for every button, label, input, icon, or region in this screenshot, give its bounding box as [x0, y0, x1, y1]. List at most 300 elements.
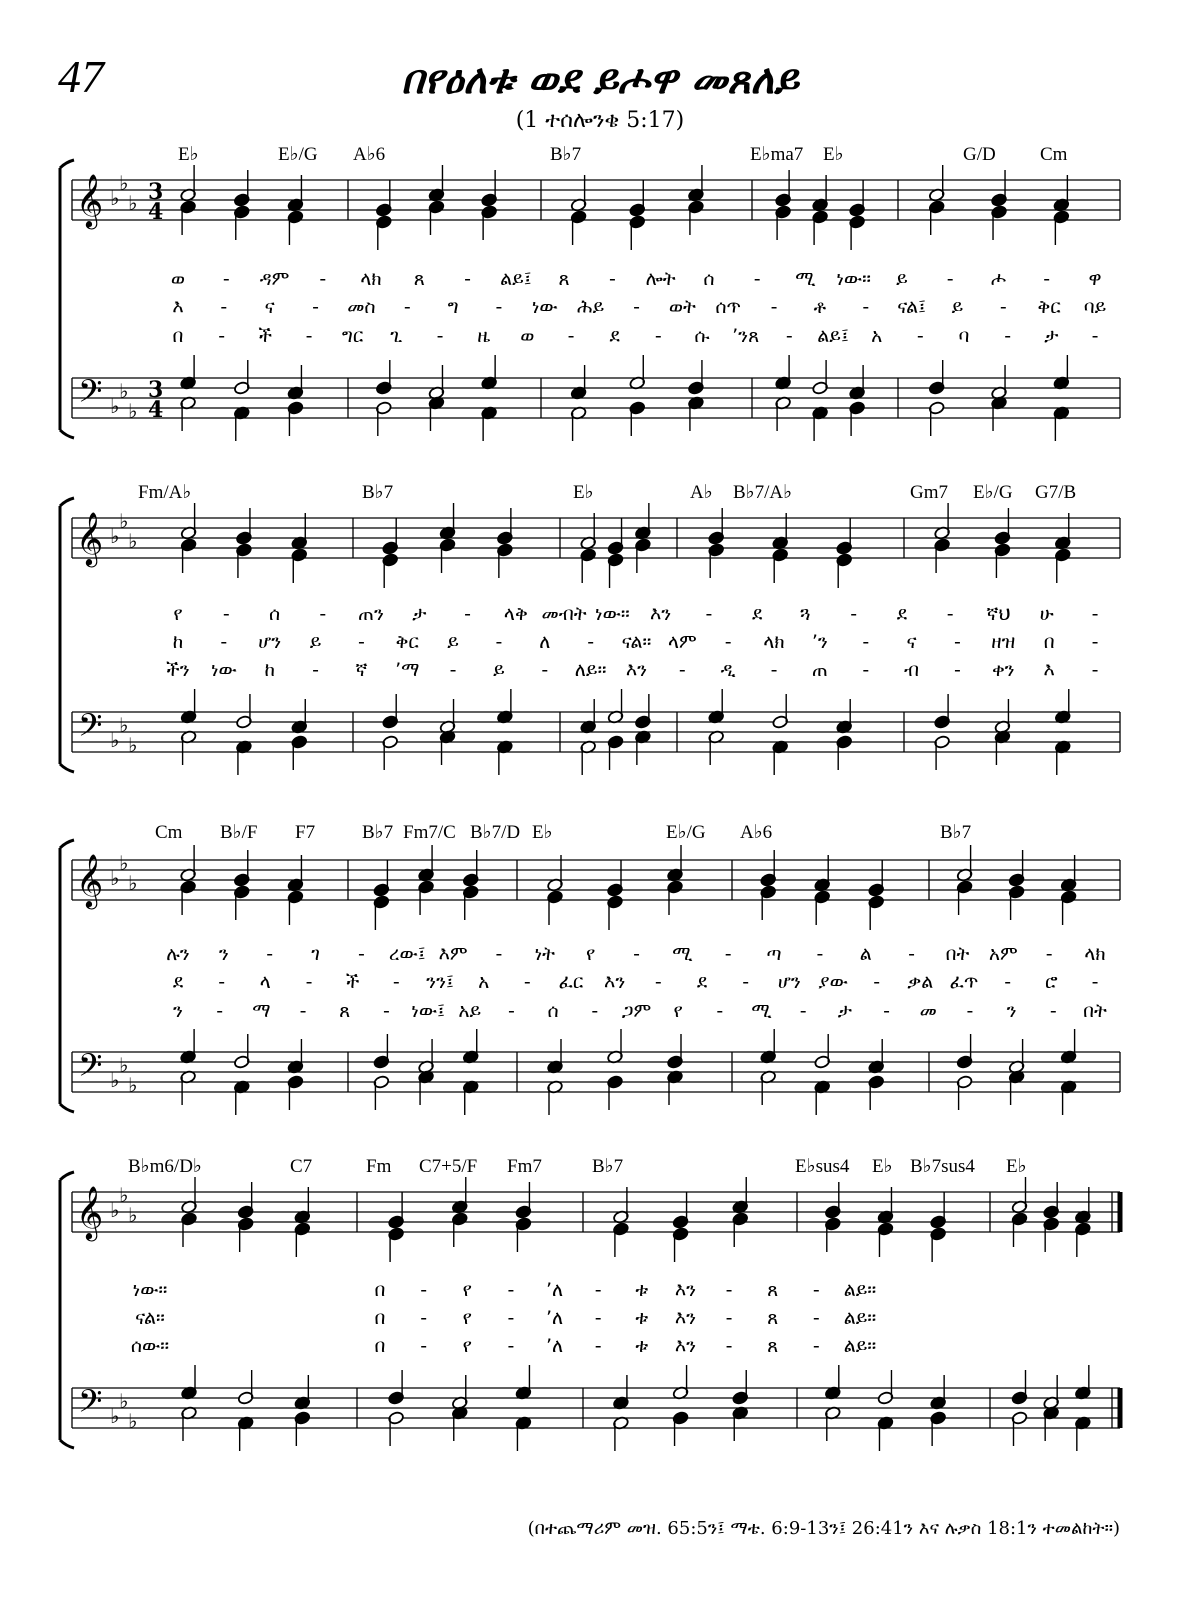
lyric-hyphen: - [1091, 659, 1099, 681]
lyric-syllable: ባይ [1083, 296, 1107, 318]
lyric-syllable: ሉን [166, 943, 190, 965]
lyric-hyphen: - [816, 943, 824, 965]
lyric-syllable: ናል። [621, 631, 652, 653]
lyric-hyphen: - [305, 971, 313, 993]
lyric-syllable: ሰ [703, 268, 715, 290]
lyric-syllable: ቱ [635, 1335, 649, 1357]
lyric-syllable: ልይ፤ [817, 325, 849, 347]
chord-symbol: Fm7/C [403, 822, 456, 843]
lyric-syllable: ልይ። [843, 1335, 877, 1357]
lyric-hyphen: - [862, 296, 870, 318]
treble-clef-icon: 𝄞 [76, 511, 104, 565]
lyric-hyphen: - [507, 1279, 515, 1301]
lyric-hyphen: - [716, 1000, 724, 1022]
lyric-syllable: ጸ [558, 268, 570, 290]
chord-symbol: B♭7 [940, 822, 972, 843]
lyric-syllable: እን [674, 1335, 697, 1357]
lyric-syllable: በት [1083, 1000, 1107, 1022]
lyric-syllable: ’ለ [545, 1335, 564, 1357]
lyric-hyphen: - [220, 631, 228, 653]
lyric-hyphen: - [724, 631, 732, 653]
lyric-syllable: ጸ [767, 1335, 779, 1357]
lyric-hyphen: - [464, 603, 472, 625]
lyric-hyphen: - [222, 603, 230, 625]
lyric-syllable: ና [264, 296, 275, 318]
lyric-syllable: እን [604, 971, 626, 993]
lyric-hyphen: - [954, 659, 961, 681]
lyric-hyphen: - [724, 943, 732, 965]
lyric-hyphen: - [541, 659, 549, 681]
song-title: በየዕለቱ ወደ ይሖዋ መጸለይ [401, 56, 799, 103]
lyric-hyphen: - [785, 325, 793, 347]
lyric-syllable: መብት [541, 603, 587, 625]
lyric-syllable: ን [218, 943, 229, 965]
lyric-syllable: ልይ። [843, 1307, 877, 1329]
lyric-syllable: ነት [534, 943, 555, 965]
lyric-hyphen: - [312, 659, 319, 681]
lyric-syllable: ነው። [836, 268, 872, 290]
lyric-hyphen: - [403, 296, 411, 318]
lyric-syllable: ሎት [645, 268, 676, 290]
chord-symbol: Cm [1040, 144, 1068, 165]
flat-icon: ♭ [128, 529, 138, 553]
lyric-hyphen: - [266, 943, 274, 965]
lyric-syllable: ገ [311, 943, 320, 965]
lyric-syllable: እን [674, 1307, 697, 1329]
chord-symbol: A♭6 [353, 144, 386, 165]
chord-symbol: A♭ [690, 482, 713, 503]
lyric-syllable: አ [871, 325, 883, 347]
chord-symbol: Gm7 [910, 482, 948, 503]
lyric-syllable: ሰው። [130, 1335, 170, 1357]
lyric-hyphen: - [319, 603, 327, 625]
lyric-hyphen: - [523, 971, 531, 993]
flat-icon: ♭ [128, 733, 138, 757]
scripture-reference: (1 ተሰሎንቄ 5:17) [515, 108, 685, 133]
flat-icon: ♭ [119, 713, 129, 737]
lyric-syllable: እም [438, 943, 468, 965]
lyric-hyphen: - [319, 268, 327, 290]
lyric-syllable: ታ [837, 1000, 853, 1022]
lyric-syllable: የ [462, 1307, 472, 1329]
lyric-hyphen: - [753, 268, 761, 290]
chord-symbol: G7/B [1035, 482, 1077, 503]
lyric-hyphen: - [770, 659, 778, 681]
lyric-syllable: መስ [347, 296, 376, 318]
flat-icon: ♭ [110, 394, 120, 418]
time-signature-top: 3 [148, 377, 164, 403]
lyric-syllable: ላክ [763, 631, 785, 653]
flat-icon: ♭ [128, 871, 138, 895]
lyric-hyphen: - [633, 943, 640, 965]
lyric-syllable: የ [462, 1279, 472, 1301]
lyric-syllable: ላክ [1084, 943, 1106, 965]
lyric-syllable: ጠ [812, 659, 828, 681]
lyric-syllable: ይ [447, 631, 459, 653]
lyric-hyphen: - [420, 1307, 428, 1329]
lyric-syllable: ላም [667, 631, 697, 653]
chord-symbol: Fm/A♭ [138, 482, 192, 503]
lyric-hyphen: - [873, 971, 881, 993]
lyric-syllable: ኛ [355, 659, 368, 681]
lyric-hyphen: - [436, 325, 444, 347]
flat-icon: ♭ [119, 509, 129, 533]
lyric-syllable: ሰጥ [715, 296, 742, 318]
lyric-syllable: ዜ [477, 325, 491, 347]
lyric-hyphen: - [999, 296, 1007, 318]
lyric-hyphen: - [850, 603, 858, 625]
lyric-syllable: ለ [539, 631, 551, 653]
treble-clef-icon: 𝄞 [76, 173, 104, 227]
lyric-syllable: እን [650, 603, 672, 625]
lyric-hyphen: - [594, 1279, 602, 1301]
lyric-syllable: በ [374, 1335, 386, 1357]
lyric-hyphen: - [594, 1335, 602, 1357]
lyric-syllable: ሆን [258, 631, 282, 653]
lyric-syllable: ’ማ [395, 659, 420, 681]
lyric-syllable: ለይ። [574, 659, 607, 681]
treble-staff [72, 1192, 1120, 1232]
chord-symbol: B♭7 [362, 482, 394, 503]
lyric-syllable: ይ [896, 268, 908, 290]
flat-icon: ♭ [119, 379, 129, 403]
lyric-hyphen: - [678, 659, 686, 681]
lyric-syllable: ላ [259, 971, 271, 993]
lyric-syllable: ወ [520, 325, 535, 347]
lyric-hyphen: - [654, 325, 662, 347]
lyric-syllable: ናል። [135, 1307, 165, 1329]
chord-symbol: B♭7sus4 [910, 1156, 975, 1177]
lyric-hyphen: - [591, 1000, 599, 1022]
lyric-syllable: ጣ [766, 943, 782, 965]
lyric-syllable: በት [945, 943, 970, 965]
lyric-syllable: ወ [170, 268, 186, 290]
lyric-hyphen: - [799, 1000, 807, 1022]
lyric-hyphen: - [216, 1000, 224, 1022]
lyric-hyphen: - [507, 1335, 515, 1357]
lyric-hyphen: - [420, 1279, 428, 1301]
lyric-syllable: ችን [166, 659, 190, 681]
chord-symbol: E♭ma7 [750, 144, 804, 165]
lyric-syllable: ናል፤ [897, 296, 926, 318]
lyric-hyphen: - [908, 943, 916, 965]
lyric-syllable: ፈጥ [949, 971, 979, 993]
lyric-hyphen: - [1045, 943, 1053, 965]
lyric-syllable: ላክ [360, 268, 382, 290]
lyric-syllable: እ [172, 296, 184, 318]
lyric-hyphen: - [705, 603, 713, 625]
lyric-syllable: ዳም [259, 268, 290, 290]
lyric-hyphen: - [862, 631, 870, 653]
chord-symbol: E♭ [823, 144, 844, 165]
lyric-syllable: ነው፤ [411, 1000, 445, 1022]
lyric-syllable: ብ [904, 659, 920, 681]
chord-symbol: B♭7 [592, 1156, 624, 1177]
lyric-syllable: ጓ [800, 603, 811, 625]
lyric-syllable: ደ [172, 971, 184, 993]
lyric-syllable: ቶ [813, 296, 827, 318]
lyric-hyphen: - [299, 1000, 307, 1022]
lyric-syllable: ልይ። [843, 1279, 877, 1301]
chord-symbol: E♭ [178, 144, 199, 165]
lyric-syllable: ታ [412, 603, 427, 625]
lyric-hyphen: - [449, 659, 457, 681]
lyric-hyphen: - [312, 296, 319, 318]
lyric-syllable: የ [586, 943, 596, 965]
lyric-syllable: ዘዝ [991, 631, 1016, 653]
lyric-hyphen: - [222, 268, 230, 290]
lyric-hyphen: - [883, 1000, 891, 1022]
lyric-syllable: ይ [309, 631, 322, 653]
lyric-hyphen: - [1091, 603, 1099, 625]
lyric-syllable: ጸ [413, 268, 425, 290]
flat-icon: ♭ [110, 1068, 120, 1092]
lyric-syllable: ጠን [358, 603, 384, 625]
chord-symbol: B♭7 [362, 822, 394, 843]
lyric-syllable: ጸ [767, 1279, 779, 1301]
lyric-syllable: አ [478, 971, 490, 993]
lyric-syllable: ግ [447, 296, 459, 318]
lyric-hyphen: - [567, 325, 575, 347]
chord-symbol: B♭7 [550, 144, 582, 165]
lyric-syllable: ’ለ [545, 1279, 564, 1301]
flat-icon: ♭ [119, 1183, 129, 1207]
lyric-syllable: እን [625, 659, 648, 681]
lyric-syllable: ረው፤ [388, 943, 426, 965]
lyric-syllable: በ [374, 1307, 386, 1329]
lyric-hyphen: - [1091, 631, 1099, 653]
treble-staff [72, 180, 1120, 220]
lyric-hyphen: - [1004, 325, 1012, 347]
lyric-syllable: ግር [341, 325, 364, 347]
lyric-syllable: በ [172, 325, 184, 347]
treble-clef-icon: 𝄞 [76, 1185, 104, 1239]
lyric-hyphen: - [587, 631, 595, 653]
lyric-syllable: ሮ [1045, 971, 1058, 993]
song-number: 47 [58, 51, 104, 102]
lyric-hyphen: - [1043, 268, 1051, 290]
lyric-syllable: ከ [264, 659, 275, 681]
lyric-syllable: ቱ [635, 1279, 649, 1301]
flat-icon: ♭ [128, 1073, 138, 1097]
lyric-hyphen: - [218, 325, 226, 347]
bass-clef-icon: 𝄢 [78, 1383, 103, 1427]
lyric-syllable: ላቅ [503, 603, 528, 625]
chord-symbol: Fm7 [507, 1156, 542, 1177]
lyric-syllable: አይ [458, 1000, 482, 1022]
lyric-syllable: ሰ [547, 1000, 559, 1022]
lyric-syllable: ’ለ [545, 1307, 564, 1329]
lyric-syllable: ’ንጸ [732, 325, 760, 347]
lyric-hyphen: - [1004, 971, 1012, 993]
flat-icon: ♭ [110, 524, 120, 548]
lyric-hyphen: - [946, 268, 954, 290]
chord-symbol: E♭sus4 [795, 1156, 850, 1177]
lyric-hyphen: - [725, 1279, 733, 1301]
lyric-syllable: ቅር [1037, 296, 1061, 318]
lyric-syllable: እ [1043, 659, 1055, 681]
lyric-hyphen: - [608, 268, 616, 290]
lyric-syllable: ደ [751, 603, 763, 625]
lyric-hyphen: - [507, 1307, 515, 1329]
lyric-syllable: ሖ [990, 268, 1007, 290]
lyric-syllable: ጸ [767, 1307, 779, 1329]
lyric-syllable: ጸ [339, 1000, 351, 1022]
chord-symbol: B♭/F [220, 822, 258, 843]
bass-staff [72, 378, 1120, 418]
lyric-hyphen: - [594, 1307, 602, 1329]
lyric-syllable: ቀን [991, 659, 1015, 681]
lyric-syllable: ያው [818, 971, 848, 993]
lyric-hyphen: - [1091, 325, 1099, 347]
lyric-syllable: በ [374, 1279, 386, 1301]
lyric-hyphen: - [946, 603, 954, 625]
lyric-syllable: ጋም [621, 1000, 652, 1022]
lyric-hyphen: - [1091, 971, 1099, 993]
bass-clef-icon: 𝄢 [78, 373, 103, 417]
lyric-hyphen: - [812, 1335, 820, 1357]
lyric-syllable: ሕይ [577, 296, 605, 318]
lyric-syllable: ል [859, 943, 872, 965]
lyric-syllable: ሰ [268, 603, 281, 625]
chord-symbol: G/D [963, 144, 996, 165]
lyric-syllable: እን [674, 1279, 697, 1301]
lyric-hyphen: - [862, 659, 870, 681]
chord-symbol: B♭7/D [470, 822, 521, 843]
lyric-syllable: ታ [1044, 325, 1059, 347]
flat-icon: ♭ [110, 866, 120, 890]
lyric-hyphen: - [508, 1000, 515, 1022]
lyric-hyphen: - [495, 943, 503, 965]
lyric-hyphen: - [464, 268, 472, 290]
lyric-syllable: ’ን [811, 631, 828, 653]
lyric-syllable: ዲ [720, 659, 736, 681]
flat-icon: ♭ [110, 1198, 120, 1222]
chord-symbol: C7 [290, 1156, 313, 1177]
lyric-hyphen: - [954, 631, 961, 653]
lyric-hyphen: - [420, 1335, 428, 1357]
lyric-syllable: ቃል [907, 971, 934, 993]
lyric-hyphen: - [1049, 1000, 1057, 1022]
time-signature-bottom: 4 [148, 397, 164, 423]
lyric-syllable: ነው [531, 296, 558, 318]
lyric-syllable: ሚ [672, 943, 693, 965]
flat-icon: ♭ [128, 1409, 138, 1433]
lyric-hyphen: - [357, 631, 365, 653]
lyric-syllable: ች [258, 325, 273, 347]
chord-symbol: E♭/G [278, 144, 318, 165]
lyric-syllable: ሚ [795, 268, 816, 290]
lyric-syllable: ቱ [635, 1307, 649, 1329]
lyric-syllable: ነው። [595, 603, 630, 625]
flat-icon: ♭ [119, 1053, 129, 1077]
chord-symbol: E♭ [1006, 1156, 1027, 1177]
flat-icon: ♭ [110, 186, 120, 210]
lyric-hyphen: - [392, 971, 400, 993]
chord-symbol: Fm [366, 1156, 392, 1177]
lyric-syllable: ይ [951, 296, 964, 318]
lyric-syllable: ቅር [395, 631, 419, 653]
lyric-syllable: ሆን [777, 971, 801, 993]
chord-symbol: B♭7/A♭ [733, 482, 793, 503]
bass-clef-icon: 𝄢 [78, 707, 103, 751]
lyric-syllable: ንን፤ [426, 971, 454, 993]
treble-clef-icon: 𝄞 [76, 853, 104, 907]
lyric-syllable: ደ [609, 325, 620, 347]
lyric-hyphen: - [725, 1335, 733, 1357]
chord-symbol: E♭ [872, 1156, 893, 1177]
lyric-syllable: ከ [172, 631, 184, 653]
lyric-syllable: ፈር [558, 971, 584, 993]
flat-icon: ♭ [128, 399, 138, 423]
chord-symbol: E♭/G [973, 482, 1013, 503]
lyric-hyphen: - [742, 971, 750, 993]
flat-icon: ♭ [128, 191, 138, 215]
lyric-hyphen: - [812, 1279, 820, 1301]
lyric-hyphen: - [305, 325, 313, 347]
lyric-syllable: ደ [696, 971, 708, 993]
chord-symbol: E♭ [532, 822, 553, 843]
flat-icon: ♭ [128, 1203, 138, 1227]
lyric-syllable: ነው። [132, 1279, 168, 1301]
lyric-hyphen: - [770, 296, 778, 318]
lyric-syllable: ሚ [751, 1000, 772, 1022]
chord-symbol: A♭6 [740, 822, 773, 843]
flat-icon: ♭ [110, 1404, 120, 1428]
lyric-syllable: ን [173, 1000, 183, 1022]
chord-symbol: E♭ [573, 482, 594, 503]
lyric-hyphen: - [633, 296, 640, 318]
flat-icon: ♭ [119, 851, 129, 875]
lyric-syllable: ይ [493, 659, 505, 681]
lyric-syllable: መ [919, 1000, 937, 1022]
lyric-syllable: ዋ [1088, 268, 1102, 290]
bass-clef-icon: 𝄢 [78, 1047, 103, 1091]
lyric-syllable: የ [673, 1000, 683, 1022]
lyric-hyphen: - [654, 971, 662, 993]
lyric-syllable: ባ [958, 325, 970, 347]
lyric-syllable: ና [906, 631, 917, 653]
chord-symbol: E♭/G [666, 822, 706, 843]
lyric-syllable: ጊ [390, 325, 403, 347]
chord-symbol: C7+5/F [419, 1156, 478, 1177]
lyric-hyphen: - [966, 1000, 974, 1022]
flat-icon: ♭ [119, 1389, 129, 1413]
lyric-hyphen: - [382, 1000, 390, 1022]
lyric-hyphen: - [725, 1307, 733, 1329]
chord-symbol: Cm [155, 822, 183, 843]
lyric-hyphen: - [357, 943, 365, 965]
lyric-hyphen: - [495, 631, 503, 653]
lyric-hyphen: - [220, 296, 228, 318]
treble-staff [72, 518, 1120, 558]
lyric-syllable: ኛህ [986, 603, 1011, 625]
lyric-hyphen: - [495, 296, 503, 318]
chord-symbol: F7 [295, 822, 316, 843]
lyric-syllable: ች [345, 971, 360, 993]
lyric-syllable: ልይ፤ [500, 268, 532, 290]
time-signature-top: 3 [148, 179, 164, 205]
lyric-syllable: ወት [668, 296, 696, 318]
chord-symbol: B♭m6/D♭ [128, 1156, 202, 1177]
footer-references: (በተጨማሪም መዝ. 65:5ን፤ ማቴ. 6:9-13ን፤ 26:41ን እና ሉቃስ 18:1ን ተመልከት።) [527, 1518, 1120, 1539]
flat-icon: ♭ [110, 728, 120, 752]
lyric-hyphen: - [916, 325, 924, 347]
bass-staff [72, 712, 1120, 752]
lyric-syllable: ሁ [1039, 603, 1054, 625]
lyric-syllable: ደ [896, 603, 908, 625]
lyric-syllable: ን [1006, 1000, 1017, 1022]
